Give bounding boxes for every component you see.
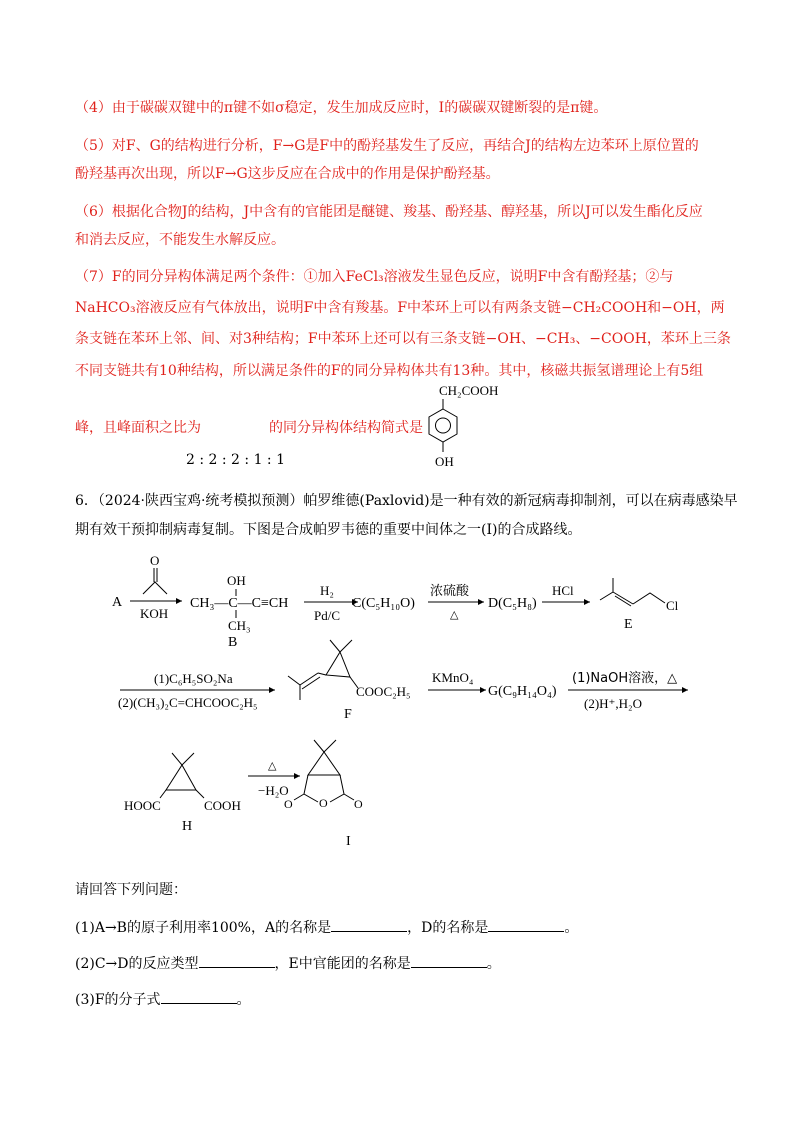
i-cyclopropane [308, 752, 340, 775]
question-1-text-c: 。 [564, 920, 579, 936]
compound-d: D(C₅H₈) [488, 596, 537, 611]
e-skeleton-left [600, 578, 613, 600]
reagent-conc-sulfuric: 浓硫酸 [430, 584, 470, 599]
question6-line2: 期有效干预抑制病毒复制。下图是合成帕罗韦德的重要中间体之一(I)的合成路线。 [75, 522, 582, 538]
i-methyl-1 [314, 740, 324, 752]
h-hooc: HOOC [124, 798, 161, 813]
h-methyl-1 [172, 753, 182, 765]
isomer-structure [415, 378, 515, 470]
reagent-h2: H₂ [320, 583, 334, 598]
explanation-p7-line4: 不同支链共有10种结构，所以满足条件的F的同分异构体共有13种。其中，核磁共振氢谱理论上有5组 [75, 363, 704, 379]
e-skeleton-right [633, 593, 665, 604]
answer-blank-d-name[interactable] [488, 919, 564, 932]
e-chloro: Cl [666, 598, 679, 613]
arrow-g-h-head [682, 687, 688, 693]
questions-intro: 请回答下列问题： [75, 882, 187, 898]
explanation-p5-line1: （5）对F、G的结构进行分析，F→G是F中的酚羟基发生了反应，再结合J的结构左边苯环上原位置的 [75, 138, 699, 154]
i-carbonyl-o-right: O [354, 797, 363, 811]
question-1 [75, 917, 578, 937]
compound-e-label: E [624, 617, 633, 632]
compound-f-label: F [344, 707, 352, 722]
synthesis-scheme [0, 540, 800, 860]
i-carbonyl-o-left: O [284, 797, 293, 811]
b-chain: CH₃—C—C≡CH [190, 596, 289, 611]
acetone-oxygen: O [150, 553, 160, 568]
compound-b-label: B [228, 635, 238, 650]
benzene-ring [429, 409, 457, 442]
f-isobutenyl [288, 676, 300, 700]
f-cyclopropane [326, 652, 350, 677]
i-anhydride-right [330, 775, 344, 802]
f-ester: COOC₂H₅ [356, 684, 411, 699]
question-2-text-a: (2)C→D的反应类型 [75, 956, 199, 972]
question-3-text-b: 。 [236, 992, 251, 1008]
explanation-p7-line2: NaHCO₃溶液反应有气体放出，说明F中含有羧基。F中苯环上可以有两条支链−CH₂COOH和−OH，两 [75, 300, 725, 316]
arrow-e-f-head [269, 687, 275, 693]
explanation-p6-line2: 和消去反应，不能发生水解反应。 [75, 232, 285, 248]
h-cyclopropane [166, 765, 196, 790]
compound-h-label: H [182, 819, 193, 834]
h-left-bond [160, 790, 166, 798]
benzene-ring-circle [436, 418, 451, 433]
peak-ratio: 2 : 2 : 2 : 1 : 1 [186, 452, 286, 468]
reagent-heat-2: △ [268, 759, 277, 772]
reagent-koh: KOH [140, 606, 169, 621]
arrow-h-i-head [294, 773, 300, 779]
f-link [318, 673, 326, 675]
question-2-text-b: ，E中官能团的名称是 [274, 956, 411, 972]
question-1-text-a: (1)A→B的原子利用率100%，A的名称是 [75, 920, 332, 936]
i-methyl-2 [324, 740, 336, 752]
f-double-bond [300, 673, 318, 685]
explanation-p7-line1: （7）F的同分异构体满足两个条件：①加入FeCl₃溶液发生显色反应，说明F中含有酚羟基；②与 [75, 269, 674, 285]
arrow-a-b-head [176, 598, 182, 604]
reagent-heat-1: △ [450, 608, 459, 621]
question6-line1: 6．（2024·陕西宝鸡·统考模拟预测）帕罗维德(Paxlovid)是一种有效的新冠病毒抑制剂，可以在病毒感染早 [75, 493, 738, 509]
question-2 [75, 953, 501, 973]
arrow-d-e-head [584, 599, 590, 605]
question-3 [75, 989, 251, 1009]
f-methyl-2 [340, 640, 352, 652]
explanation-p7-line3: 条支链在苯环上邻、间、对3种结构；F中苯环上还可以有三条支链−OH、−CH₃、−COOH，苯环上三条 [75, 331, 731, 347]
answer-blank-a-name[interactable] [331, 919, 407, 932]
b-oh: OH [227, 573, 246, 588]
isomer-bottom-label: OH [435, 454, 454, 469]
explanation-p6-line1: （6）根据化合物J的结构，J中含有的官能团是醚键、羧基、酚羟基、醇羟基，所以J可以发生酯化反应 [75, 204, 703, 220]
arrow-f-g-head [480, 687, 486, 693]
acetone-skeleton [143, 582, 167, 594]
compound-a-label: A [112, 595, 123, 610]
reagent-naoh: (1)NaOH溶液，△ [572, 671, 678, 686]
h-cooh: COOH [204, 798, 241, 813]
isomer-top-label: CH₂COOH [439, 383, 499, 398]
question-2-text-c: 。 [486, 956, 501, 972]
i-co-left [294, 794, 304, 800]
h-methyl-2 [182, 753, 194, 765]
answer-blank-reaction-type[interactable] [199, 955, 275, 968]
compound-g: G(C₉H₁₄O₄) [488, 684, 557, 699]
reagent-hcl: HCl [552, 583, 574, 598]
e-double-bond [613, 592, 633, 604]
answer-blank-functional-group[interactable] [411, 955, 487, 968]
arrow-c-d-head [478, 599, 484, 605]
reagent-minus-water: −H₂O [258, 783, 289, 798]
reagent-step1: (1)C₆H₅SO₂Na [154, 671, 233, 686]
compound-i-label: I [346, 834, 351, 849]
f-double-bond-2 [302, 677, 320, 689]
explanation-p5-line2: 酚羟基再次出现，所以F→G这步反应在合成中的作用是保护酚羟基。 [75, 166, 500, 182]
i-ring-oxygen: O [319, 796, 328, 810]
answer-blank-f-formula[interactable] [161, 991, 237, 1004]
explanation-p4: （4）由于碳碳双键中的π键不如σ稳定，发生加成反应时，I的碳碳双键断裂的是π键。 [75, 100, 608, 116]
f-methyl-1 [330, 640, 340, 652]
explanation-p7-line5a: 峰，且峰面积之比为 [75, 420, 201, 436]
b-ch3: CH₃ [228, 618, 251, 633]
question-1-text-b: ，D的名称是 [407, 920, 489, 936]
reagent-acid: (2)H⁺,H₂O [584, 696, 642, 711]
h-right-bond [196, 790, 204, 798]
reagent-step2: (2)(CH₃)₂C=CHCOOC₂H₅ [118, 695, 258, 710]
i-anhydride-left [304, 775, 318, 802]
i-co-right [344, 794, 354, 800]
question-3-text-a: (3)F的分子式 [75, 992, 161, 1008]
compound-c: C(C₅H₁₀O) [352, 596, 415, 611]
reagent-pdc: Pd/C [314, 608, 341, 623]
reagent-kmno4: KMnO₄ [432, 670, 474, 685]
explanation-p7-line5b: 的同分异构体结构简式是 [269, 420, 423, 436]
